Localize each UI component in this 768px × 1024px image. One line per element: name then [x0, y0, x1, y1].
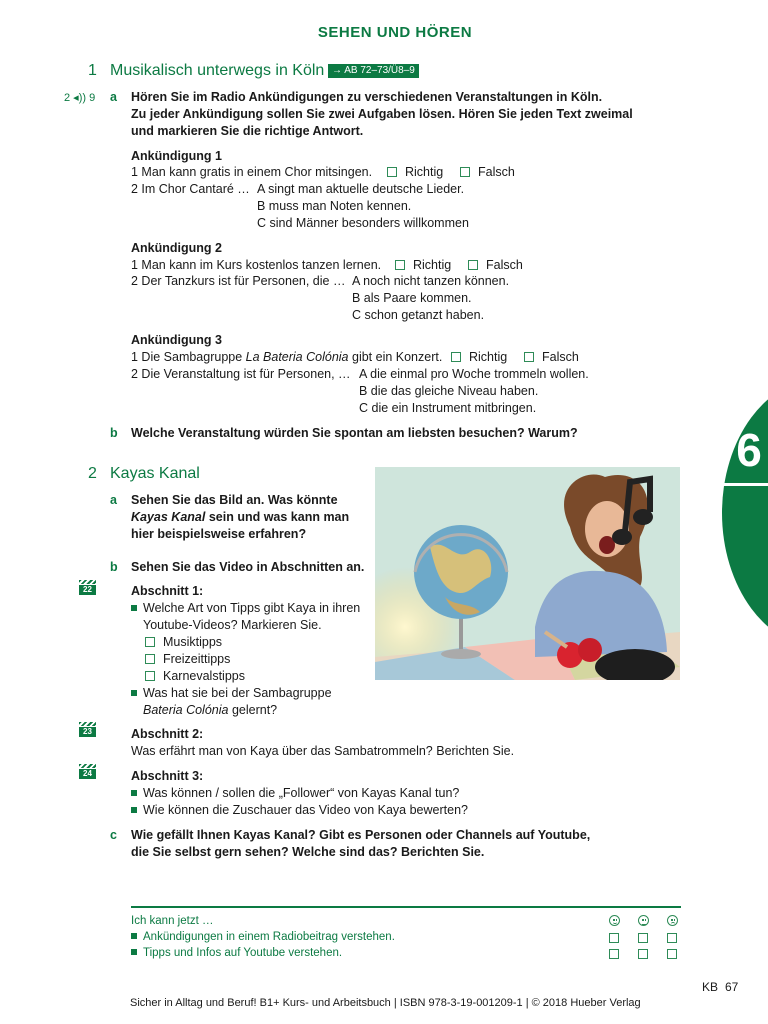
audio-track-reference: 2 ◂)) 9: [64, 92, 96, 104]
task-letter-2a: a: [110, 493, 117, 507]
task-2b-text: Sehen Sie das Video in Abschnitten an.: [131, 560, 365, 574]
falsch-label: Falsch: [542, 350, 579, 364]
checkbox[interactable]: [524, 352, 534, 362]
abschnitt-3-question-1: Was können / sollen die „Follower“ von Kayas Kanal tun?: [131, 785, 459, 802]
checkbox[interactable]: [145, 671, 155, 681]
option-karnevalstipps[interactable]: Karnevalstipps: [145, 668, 245, 685]
video-clip-icon[interactable]: 22: [79, 580, 96, 595]
task-2a-line-2: Kayas Kanal sein und was kann man: [131, 510, 350, 524]
abschnitt-3-title: Abschnitt 3:: [131, 769, 204, 783]
kaya-photo: [375, 467, 680, 680]
photo-illustration: [375, 467, 680, 680]
task-2c-line-1: Wie gefällt Ihnen Kayas Kanal? Gibt es Personen oder Channels auf Youtube,: [131, 828, 591, 842]
section-2-number: 2: [88, 465, 97, 482]
page-title: SEHEN UND HÖREN: [317, 24, 473, 41]
checkbox[interactable]: [387, 167, 397, 177]
rating-checkbox[interactable]: [667, 933, 677, 943]
announcement-1-option-a[interactable]: A singt man aktuelle deutsche Lieder.: [257, 182, 465, 196]
richtig-label: Richtig: [405, 165, 444, 179]
publication-credit: Sicher in Alltag und Beruf! B1+ Kurs- und Arbeitsbuch | ISBN 978-3-19-001209-1 | © 2018 Hueber Verlag: [130, 997, 641, 1009]
task-letter-2b: b: [110, 560, 118, 574]
checkbox[interactable]: [145, 654, 155, 664]
announcement-3-question-1: 1 Die Sambagruppe La Bateria Colónia gibt ein Konzert.: [131, 350, 443, 364]
abschnitt-2-title: Abschnitt 2:: [131, 727, 204, 741]
section-1-title: Musikalisch unterwegs in Köln: [110, 62, 325, 79]
abschnitt-1-title: Abschnitt 1:: [131, 584, 204, 598]
task-2a-line-1: Sehen Sie das Bild an. Was könnte: [131, 493, 338, 507]
announcement-3-option-b[interactable]: B die das gleiche Niveau haben.: [359, 384, 539, 398]
richtig-label: Richtig: [469, 350, 508, 364]
rating-checkbox[interactable]: [667, 949, 677, 959]
announcement-1-option-c[interactable]: C sind Männer besonders willkommen: [257, 216, 469, 230]
self-check-title: Ich kann jetzt …: [131, 915, 214, 927]
bullet-icon: [131, 690, 137, 696]
announcement-1-falsch-option[interactable]: [460, 164, 515, 181]
workbook-reference-badge: → AB 72–73/Ü8–9: [328, 64, 419, 78]
self-check-item-2: Tipps und Infos auf Youtube verstehen.: [131, 945, 342, 962]
video-clip-icon[interactable]: 24: [79, 764, 96, 779]
announcement-2-option-b[interactable]: B als Paare kommen.: [352, 291, 472, 305]
rating-checkbox[interactable]: [609, 949, 619, 959]
checkbox[interactable]: [145, 637, 155, 647]
video-clip-icon[interactable]: 23: [79, 722, 96, 737]
abschnitt-1-question-1-line-2: Youtube-Videos? Markieren Sie.: [143, 618, 322, 632]
task-1a-instruction-line-2: Zu jeder Ankündigung sollen Sie zwei Aufgaben lösen. Hören Sie jeden Text zweimal: [131, 107, 633, 121]
rating-checkbox[interactable]: [638, 949, 648, 959]
announcement-2-question-1: 1 Man kann im Kurs kostenlos tanzen lernen.: [131, 258, 382, 272]
announcement-3-falsch-option[interactable]: [524, 349, 579, 366]
neutral-face-icon: [638, 915, 649, 926]
checkbox[interactable]: [451, 352, 461, 362]
announcement-2-option-c[interactable]: C schon getanzt haben.: [352, 308, 485, 322]
page-label: KB: [702, 980, 719, 994]
bullet-icon: [131, 605, 137, 611]
announcement-1-title: Ankündigung 1: [131, 149, 222, 163]
announcement-1-question-2: 2 Im Chor Cantaré …: [131, 182, 250, 196]
abschnitt-1-question-1-line-1: Welche Art von Tipps gibt Kaya in ihren: [131, 600, 360, 617]
bullet-icon: [131, 933, 137, 939]
bullet-icon: [131, 807, 137, 813]
option-freizeittipps[interactable]: Freizeittipps: [145, 651, 230, 668]
abschnitt-1-question-2-line-1: Was hat sie bei der Sambagruppe: [131, 685, 332, 702]
task-1a-instruction-line-1: Hören Sie im Radio Ankündigungen zu verschiedenen Veranstaltungen in Köln.: [131, 90, 603, 104]
falsch-label: Falsch: [486, 258, 523, 272]
happy-face-icon: [609, 915, 620, 926]
task-2c-line-2: die Sie selbst gern sehen? Welche sind das? Berichten Sie.: [131, 845, 485, 859]
self-check-item-1: Ankündigungen in einem Radiobeitrag verstehen.: [131, 929, 395, 946]
announcement-2-title: Ankündigung 2: [131, 241, 222, 255]
section-1-number: 1: [88, 62, 97, 79]
rating-checkbox[interactable]: [609, 933, 619, 943]
checkbox[interactable]: [468, 260, 478, 270]
announcement-3-option-a[interactable]: A die einmal pro Woche trommeln wollen.: [359, 367, 589, 381]
task-1b-text: Welche Veranstaltung würden Sie spontan am liebsten besuchen? Warum?: [131, 426, 578, 440]
abschnitt-2-text: Was erfährt man von Kaya über das Sambatrommeln? Berichten Sie.: [131, 744, 515, 758]
task-letter-2c: c: [110, 828, 117, 842]
announcement-2-question-2: 2 Der Tanzkurs ist für Personen, die …: [131, 274, 346, 288]
bullet-icon: [131, 949, 137, 955]
option-musiktipps[interactable]: Musiktipps: [145, 634, 222, 651]
chapter-tab-divider: [722, 483, 768, 486]
self-check-divider: [131, 906, 681, 908]
abschnitt-1-question-2-line-2: Bateria Colónia gelernt?: [143, 703, 278, 717]
chapter-tab: [722, 378, 768, 648]
announcement-3-question-2: 2 Die Veranstaltung ist für Personen, …: [131, 367, 351, 381]
announcement-3-title: Ankündigung 3: [131, 333, 222, 347]
announcement-2-falsch-option[interactable]: [468, 257, 523, 274]
task-2a-line-3: hier beispielsweise erfahren?: [131, 527, 307, 541]
task-letter-a: a: [110, 90, 117, 104]
announcement-2-richtig-option[interactable]: [395, 257, 451, 274]
sad-face-icon: [667, 915, 678, 926]
richtig-label: Richtig: [413, 258, 452, 272]
announcement-1-option-b[interactable]: B muss man Noten kennen.: [257, 199, 412, 213]
checkbox[interactable]: [460, 167, 470, 177]
announcement-3-richtig-option[interactable]: [451, 349, 507, 366]
page-number: 67: [725, 980, 739, 994]
falsch-label: Falsch: [478, 165, 515, 179]
announcement-1-question-1: 1 Man kann gratis in einem Chor mitsingen.: [131, 165, 373, 179]
section-2-title: Kayas Kanal: [110, 465, 200, 482]
announcement-1-richtig-option[interactable]: [387, 164, 443, 181]
task-1a-instruction-line-3: und markieren Sie die richtige Antwort.: [131, 124, 364, 138]
bullet-icon: [131, 790, 137, 796]
rating-checkbox[interactable]: [638, 933, 648, 943]
announcement-3-option-c[interactable]: C die ein Instrument mitbringen.: [359, 401, 537, 415]
announcement-2-option-a[interactable]: A noch nicht tanzen können.: [352, 274, 510, 288]
chapter-number: 6: [736, 424, 762, 476]
task-letter-b: b: [110, 426, 118, 440]
checkbox[interactable]: [395, 260, 405, 270]
abschnitt-3-question-2: Wie können die Zuschauer das Video von Kaya bewerten?: [131, 802, 468, 819]
